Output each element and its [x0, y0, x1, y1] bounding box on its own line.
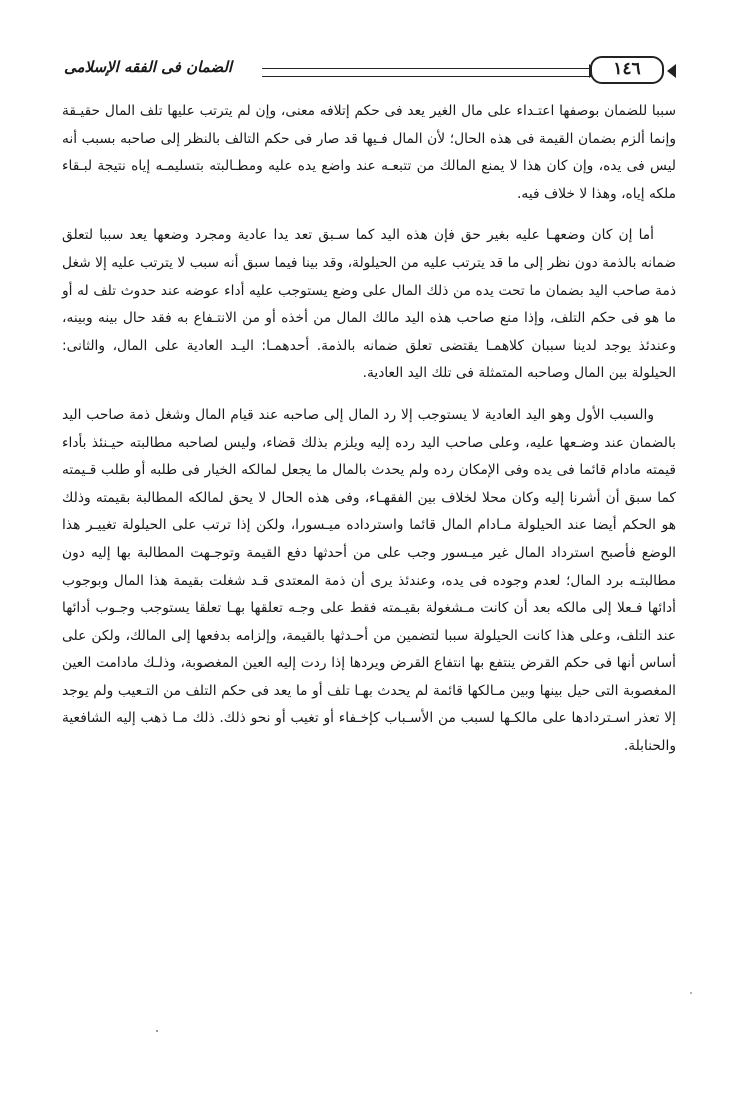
running-header — [62, 58, 676, 92]
body-text — [62, 98, 676, 761]
scan-speck — [690, 992, 692, 994]
paragraph-3: والسبب الأول وهو اليد العادية لا يستوجب إلا رد المال إلى صاحبه عند قيام المال وشغل ذمة صاحب اليد بالضمان عند وضـعها عليه، وعلى صاحب اليد رده إليه ويلزم بذلك قضاء، وليس لصاحبه مطالبته حيـنئذ بأداء قيمته مادام قائما فى يده وفى الإمكان رده ولم يحدث بالمال ما يجعل لمالكه الخيار فى طلبه أو طلب قـيمته كما سبق أن أشرنا إليه وكان محلا لخلاف بين الفقهـاء، وفى هذه الحال لا يحق لمالكه المطالبة بقيمته وذلك هو الحكم أيضا عند الحيلولة مـادام المال قائما واسترداده ميـسورا، ولكن إذا ترتب على الحيلولة تغييـر هذا الوضع فأصبح استرداد المال غير ميـسور وجب على من أحدثها دفع القيمة وتوجـهت المطالبة بها إليه دون مطالبتـه برد المال؛ لعدم وجوده فى يده، وعندئذ يرى أن ذمة المعتدى قـد شغلت بقيمة هذا المال وبوجوب أدائها فـعلا إلى مالكه بعد أن كانت مـشغولة بقيـمته فقط على وجـه تعلقها بهـا تعلقا يستوجب وجـوب أدائها عند التلف، وعلى هذا كانت الحيلولة سببا لتضمين من أحـدثها بالقيمة، وإلزامه بدفعها إلى المالك، ولكن على أساس أنها فى حكم القرض ينتفع بها انتفاع القرض ويردها إذا ردت إليه العين المغصوبة، وذلـك مادامت العين المغصوبة التى حيل بينها وبين مـالكها قائمة لم يحدث بهـا تلف أو ما يعد فى حكم التلف من التـعيب ولم يوجد إلا تعذر اسـتردادها على مالكـها لسبب من الأسـباب كإخـفاء أو تغيب أو نحو ذلك. ذلك مـا ذهب إليه الشافعية والحنابلة. — [62, 406, 676, 755]
page-number-right-arrow-icon — [667, 64, 676, 78]
paragraph-2: أما إن كان وضعهـا عليه بغير حق فإن هذه اليد كما سـبق تعد يدا عادية ومجرد وضعها يعد سببا لتعلق ضمانه بالذمة دون نظر إلى ما قد يترتب عليه من الحيلولة، وقد بينا فيما سبق أنه سبب لا يترتب عليه إلا شغل ذمة صاحب اليد بضمان ما تحت يده من ذلك المال على وضع يستوجب عليه أداء عوضه عند حدوث تلف له أو ما هو فى حكم التلف، وإذا منع صاحب هذه اليد مالك المال من أخذه أو من الانتـفاع به فقد حال بينه وبينه، وعندئذ يوجد لدينا سببان كلاهمـا يقتضى تعلق ضمانه بالذمة. أحدهمـا: اليـد العادية على المال، والثانى: الحيلولة بين المال وصاحبه المتمثلة فى تلك اليد العادية. — [62, 227, 676, 382]
book-title: الضمان فى الفقه الإسلامى — [64, 58, 233, 76]
header-double-rule — [262, 68, 592, 77]
scan-speck — [156, 1030, 158, 1032]
paragraph-1: سببا للضمان بوصفها اعتـداء على مال الغير يعد فى حكم إتلافه معنى، وإن لم يترتب عليها تلف المال حقيـقة وإنما ألزم بضمان القيمة فى هذه الحال؛ لأن المال فـيها قد صار فى حكم التالف بالنظر إلى صاحبه بسبب أنه ليس فى يده، وإن كان هذا لا يمنع المالك من تتبعـه عند واضع يده عليه ومطـالبته بتسليمـه إياه نتيجة لبـقاء ملكه إياه، وهذا لا خلاف فيه. — [62, 103, 676, 202]
page-number: ١٤٦ — [590, 56, 664, 84]
